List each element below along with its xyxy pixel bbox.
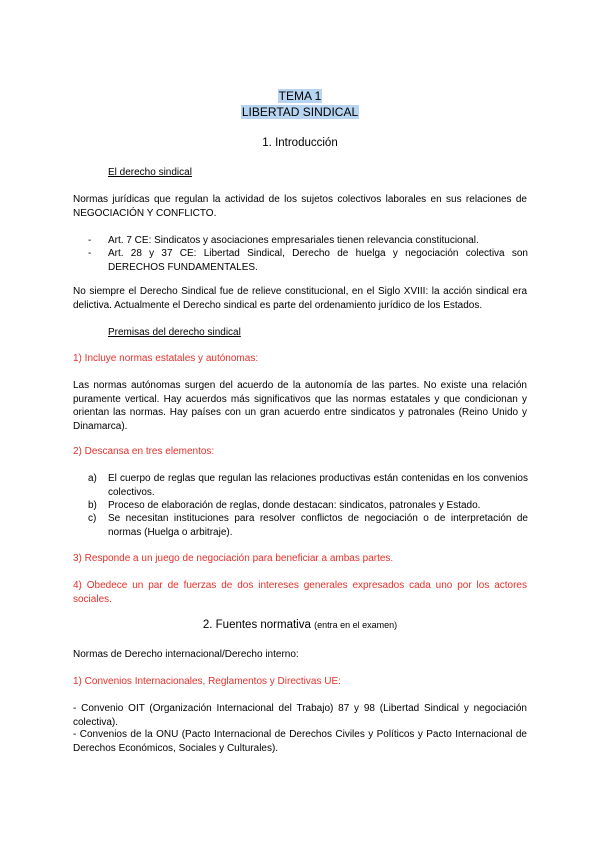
list-item-text: Art. 28 y 37 CE: Libertad Sindical, Derecho de huelga y negociación colectiva son DERECHOS FUNDAMENTALES.: [108, 248, 528, 273]
list-item-text: Se necesitan instituciones para resolver conflictos de negociación o de interpretación de normas (Huelga o arbitraje).: [108, 513, 528, 538]
list-item-art-7: [88, 234, 528, 248]
paragraph-convenio-oit: - Convenio OIT (Organización Internacional del Trabajo) 87 y 98 (Libertad Sindical y negociación colectiva).: [73, 703, 527, 728]
paragraph-normas-autonomas: Las normas autónomas surgen del acuerdo de la autonomía de las partes. No existe una relación puramente vertical. Hay acuerdos más significativos que las normas estatales y que condicionan y orientan las normas. Hay países con un gran acuerdo entre sindicatos y patronales (Reino Unido y Dinamarca).: [73, 380, 527, 432]
premisa-2-heading: 2) Descansa en tres elementos:: [73, 446, 215, 457]
paragraph-normas-derecho: Normas de Derecho internacional/Derecho interno:: [73, 649, 299, 660]
premisa-1-heading: 1) Incluye normas estatales y autónomas:: [73, 353, 259, 364]
list-marker: b): [88, 500, 97, 511]
subheading-premisas: Premisas del derecho sindical: [108, 327, 241, 338]
subheading-derecho-sindical: El derecho sindical: [108, 167, 192, 178]
paragraph-normas-juridicas: Normas jurídicas que regulan la actividad de los sujetos colectivos laborales en sus relaciones de NEGOCIACIÓN Y CONFLICTO.: [73, 194, 527, 219]
list-item-text: Art. 7 CE: Sindicatos y asociaciones empresariales tienen relevancia constitucional.: [108, 235, 479, 246]
list-item-text: Proceso de elaboración de reglas, donde destacan: sindicatos, patronales y Estado.: [108, 500, 481, 511]
list-marker: a): [88, 473, 97, 484]
list-marker: c): [88, 513, 97, 524]
list-item-art-28-37: [88, 247, 528, 274]
premisa-4-heading: 4) Obedece un par de fuerzas de dos intereses generales expresados cada uno por los actores sociales.: [73, 580, 527, 605]
section-1-heading: 1. Introducción: [262, 137, 338, 149]
section-2-note: (entra en el examen): [314, 620, 398, 630]
list-item-text: El cuerpo de reglas que regulan las relaciones productivas están contenidas en los convenios colectivos.: [108, 473, 528, 498]
list-item-elemento-c: [88, 512, 528, 539]
list-item-elemento-a: [88, 472, 528, 499]
convenios-heading: 1) Convenios Internacionales, Reglamentos y Directivas UE:: [73, 676, 341, 687]
list-item-elemento-b: [88, 499, 528, 513]
title-line-1: TEMA 1: [278, 89, 322, 103]
list-marker: -: [88, 235, 92, 246]
list-marker: -: [88, 248, 92, 259]
section-2-heading: 2. Fuentes normativa (entra en el examen): [202, 619, 398, 631]
paragraph-siglo-xviii: No siempre el Derecho Sindical fue de relieve constitucional, en el Siglo XVIII: la acción sindical era delictiva. Actualmente el Derecho sindical es parte del ordenamiento jurídico de los Estados.: [73, 286, 527, 311]
premisa-3-heading: 3) Responde a un juego de negociación para beneficiar a ambas partes.: [73, 553, 394, 564]
title-line-2: LIBERTAD SINDICAL: [241, 105, 359, 119]
paragraph-convenio-onu: - Convenios de la ONU (Pacto Internacional de Derechos Civiles y Políticos y Pacto Internacional de Derechos Económicos, Sociales y Culturales).: [73, 729, 527, 754]
